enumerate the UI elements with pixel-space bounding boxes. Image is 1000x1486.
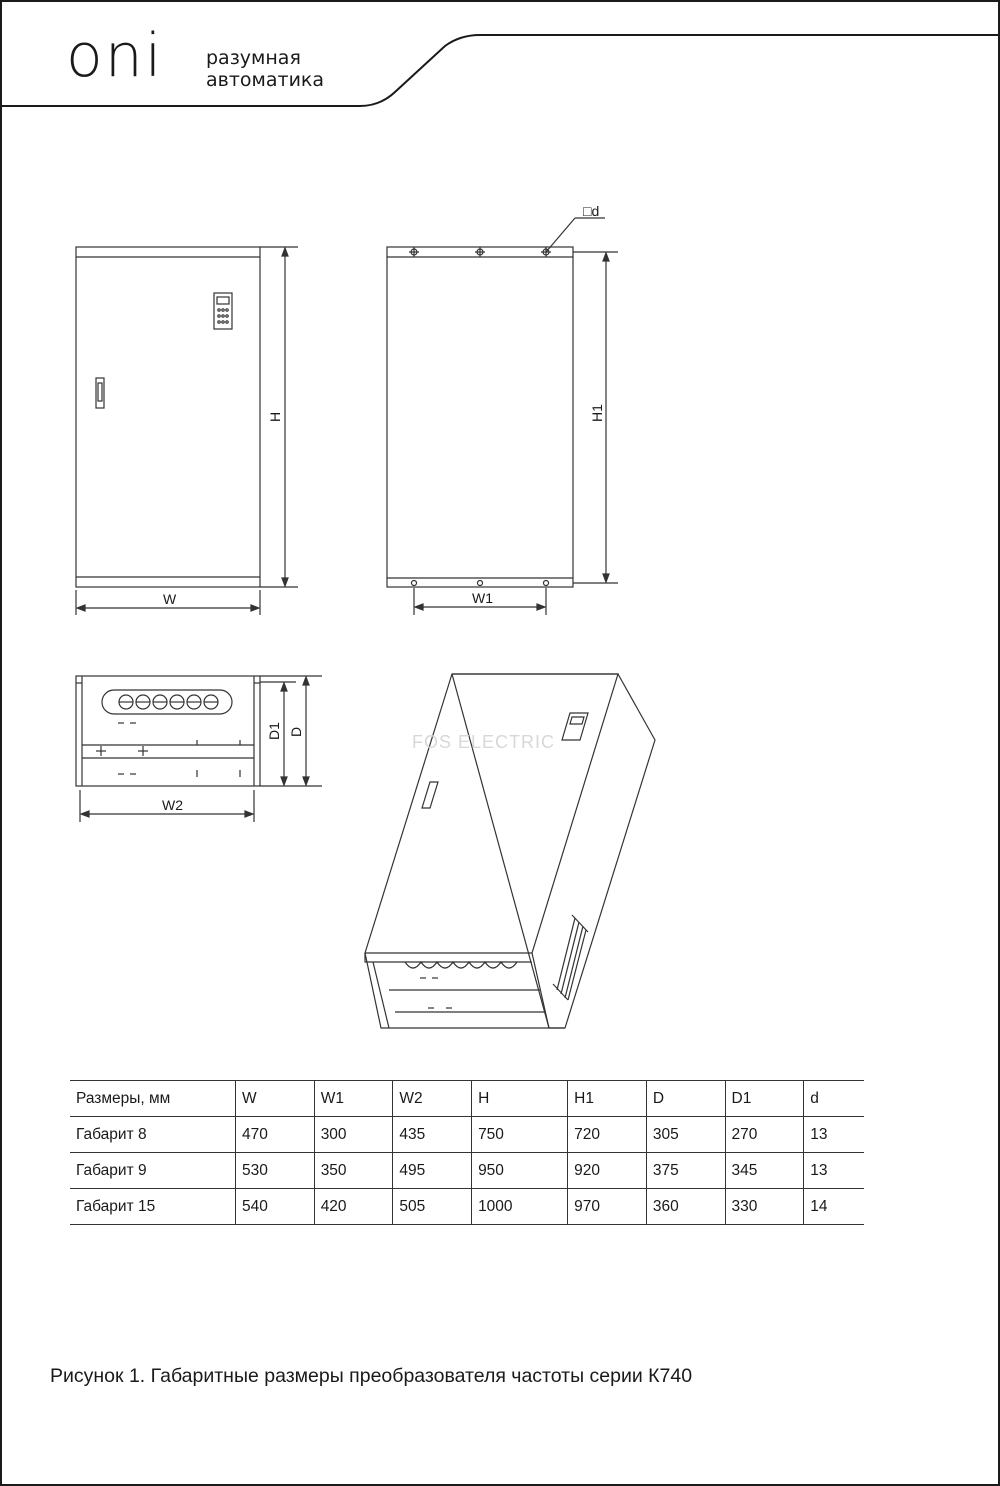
table-cell: 540 xyxy=(236,1189,315,1225)
table-cell: 13 xyxy=(804,1117,864,1153)
oni-logo: oni xyxy=(66,21,164,91)
table-cell: 300 xyxy=(314,1117,393,1153)
watermark: FOS ELECTRIC xyxy=(412,732,556,752)
header-cell: H xyxy=(472,1081,568,1117)
table-cell: Габарит 15 xyxy=(70,1189,236,1225)
table-cell: 505 xyxy=(393,1189,472,1225)
tagline-line2: автоматика xyxy=(206,69,325,91)
header-cell: D1 xyxy=(725,1081,804,1117)
bottom-view xyxy=(76,676,322,822)
table-cell: 1000 xyxy=(472,1189,568,1225)
header-cell: H1 xyxy=(568,1081,647,1117)
table-cell: 970 xyxy=(568,1189,647,1225)
front-view xyxy=(76,247,298,615)
label-W2: W2 xyxy=(162,797,183,813)
table-cell: 420 xyxy=(314,1189,393,1225)
table-cell: 920 xyxy=(568,1153,647,1189)
table-row xyxy=(70,1189,864,1225)
iso-handle xyxy=(422,782,438,808)
label-D1: D1 xyxy=(266,722,282,740)
figure-caption: Рисунок 1. Габаритные размеры преобразователя частоты серии К740 xyxy=(50,1365,693,1387)
tagline-line1: разумная xyxy=(206,47,301,69)
table-cell: 495 xyxy=(393,1153,472,1189)
label-D: D xyxy=(288,726,304,737)
label-W1: W1 xyxy=(472,590,493,606)
header-cell: W1 xyxy=(314,1081,393,1117)
table-cell: 435 xyxy=(393,1117,472,1153)
table-cell: 350 xyxy=(314,1153,393,1189)
table-cell: 330 xyxy=(725,1189,804,1225)
table-cell: 305 xyxy=(646,1117,725,1153)
header-cell: W2 xyxy=(393,1081,472,1117)
label-H1: H1 xyxy=(589,404,605,422)
table-cell: 14 xyxy=(804,1189,864,1225)
table-cell: 13 xyxy=(804,1153,864,1189)
table-cell: 375 xyxy=(646,1153,725,1189)
header-cell: W xyxy=(236,1081,315,1117)
table-cell: 345 xyxy=(725,1153,804,1189)
label-H: H xyxy=(267,411,283,422)
table-cell: 950 xyxy=(472,1153,568,1189)
table-header-row xyxy=(70,1081,864,1117)
table-cell: Габарит 8 xyxy=(70,1117,236,1153)
header-cell: d xyxy=(804,1081,864,1117)
table-cell: 720 xyxy=(568,1117,647,1153)
header-cell: D xyxy=(646,1081,725,1117)
dimensions-table xyxy=(70,1080,864,1225)
table-cell: 530 xyxy=(236,1153,315,1189)
iso-vent-grille xyxy=(553,915,588,1000)
back-view xyxy=(387,218,618,615)
header-cell: Размеры, мм xyxy=(70,1081,236,1117)
table-row xyxy=(70,1117,864,1153)
table-row xyxy=(70,1153,864,1189)
table-cell: 750 xyxy=(472,1117,568,1153)
table-cell: Габарит 9 xyxy=(70,1153,236,1189)
isometric-view xyxy=(365,674,655,1028)
table-cell: 270 xyxy=(725,1117,804,1153)
label-d: □d xyxy=(583,203,600,219)
label-W: W xyxy=(163,591,177,607)
table-cell: 470 xyxy=(236,1117,315,1153)
table-cell: 360 xyxy=(646,1189,725,1225)
